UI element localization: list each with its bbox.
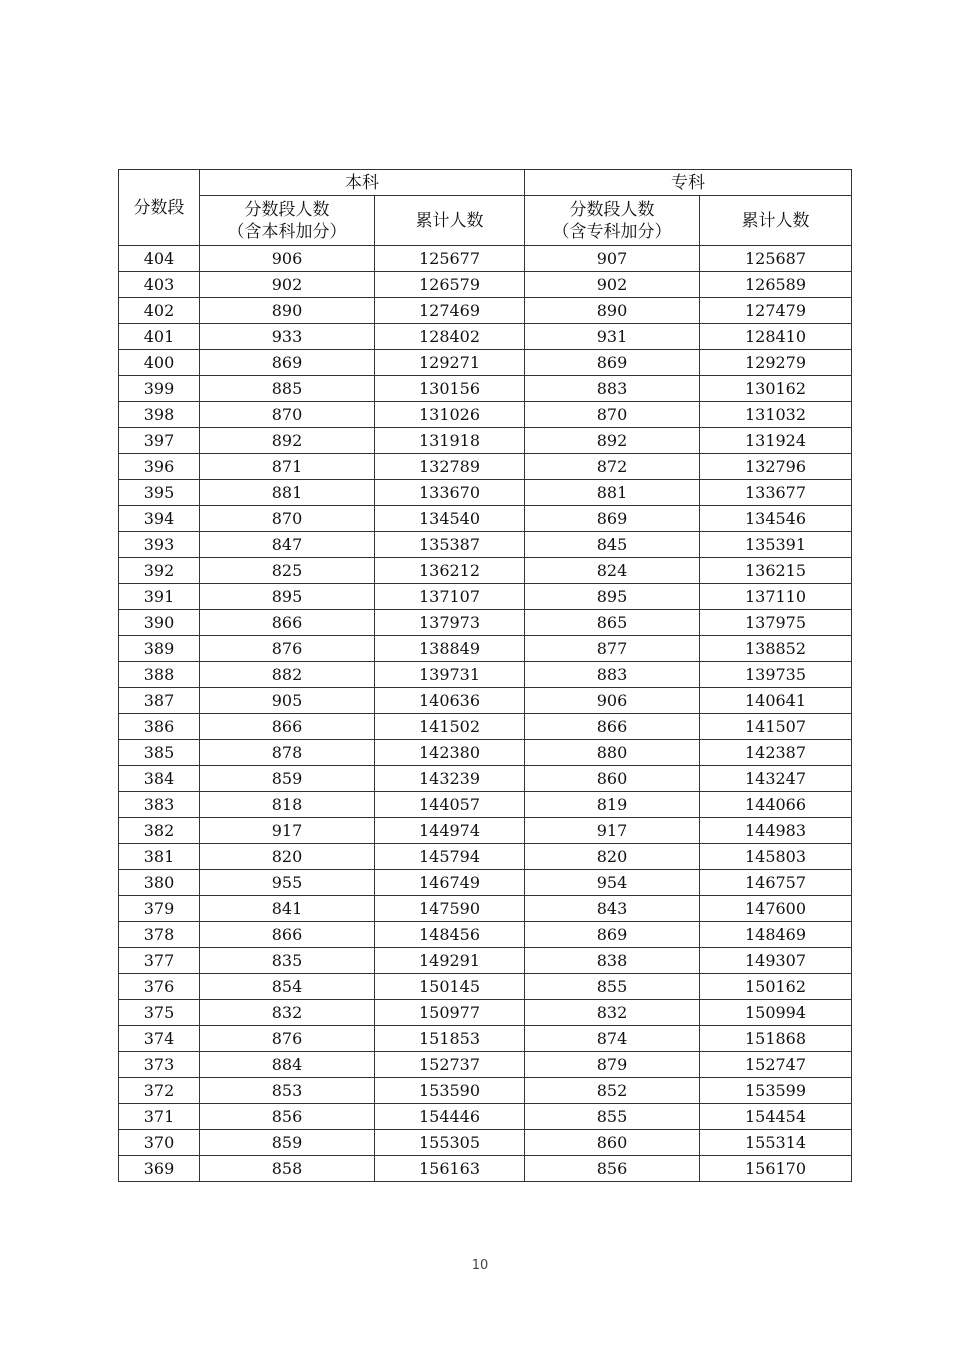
cell-junior-count: 838	[525, 948, 700, 974]
cell-undergrad-cumulative: 127469	[375, 298, 525, 324]
cell-junior-cumulative: 131032	[700, 402, 852, 428]
cell-score: 395	[119, 480, 200, 506]
cell-junior-cumulative: 148469	[700, 922, 852, 948]
cell-junior-count: 883	[525, 662, 700, 688]
cell-undergrad-cumulative: 125677	[375, 246, 525, 272]
cell-score: 401	[119, 324, 200, 350]
cell-junior-cumulative: 138852	[700, 636, 852, 662]
header-undergrad-band-count	[200, 196, 375, 246]
header-junior-band-count	[525, 196, 700, 246]
cell-score: 371	[119, 1104, 200, 1130]
cell-undergrad-cumulative: 136212	[375, 558, 525, 584]
table-row	[119, 1130, 852, 1156]
cell-score: 403	[119, 272, 200, 298]
cell-undergrad-count: 895	[200, 584, 375, 610]
cell-score: 374	[119, 1026, 200, 1052]
table-row	[119, 1078, 852, 1104]
cell-junior-cumulative: 153599	[700, 1078, 852, 1104]
cell-undergrad-count: 832	[200, 1000, 375, 1026]
table-row	[119, 766, 852, 792]
cell-junior-cumulative: 144983	[700, 818, 852, 844]
cell-junior-count: 954	[525, 870, 700, 896]
cell-score: 384	[119, 766, 200, 792]
table-row	[119, 662, 852, 688]
cell-score: 375	[119, 1000, 200, 1026]
cell-score: 383	[119, 792, 200, 818]
cell-junior-count: 872	[525, 454, 700, 480]
cell-junior-cumulative: 128410	[700, 324, 852, 350]
table-row	[119, 1156, 852, 1182]
cell-undergrad-count: 876	[200, 1026, 375, 1052]
table-row	[119, 610, 852, 636]
table-row	[119, 272, 852, 298]
cell-undergrad-cumulative: 130156	[375, 376, 525, 402]
cell-undergrad-count: 854	[200, 974, 375, 1000]
cell-score: 389	[119, 636, 200, 662]
cell-junior-count: 855	[525, 974, 700, 1000]
cell-junior-cumulative: 143247	[700, 766, 852, 792]
cell-undergrad-count: 871	[200, 454, 375, 480]
cell-junior-cumulative: 150994	[700, 1000, 852, 1026]
header-undergrad-cumulative: 累计人数	[375, 196, 525, 246]
cell-junior-count: 852	[525, 1078, 700, 1104]
cell-undergrad-count: 866	[200, 922, 375, 948]
table-row	[119, 974, 852, 1000]
cell-junior-cumulative: 129279	[700, 350, 852, 376]
cell-score: 387	[119, 688, 200, 714]
cell-undergrad-count: 858	[200, 1156, 375, 1182]
table-row	[119, 636, 852, 662]
table-row	[119, 402, 852, 428]
cell-undergrad-count: 885	[200, 376, 375, 402]
cell-junior-cumulative: 141507	[700, 714, 852, 740]
cell-undergrad-count: 866	[200, 714, 375, 740]
cell-junior-count: 870	[525, 402, 700, 428]
cell-undergrad-cumulative: 149291	[375, 948, 525, 974]
table-row	[119, 740, 852, 766]
cell-score: 404	[119, 246, 200, 272]
cell-undergrad-count: 876	[200, 636, 375, 662]
cell-undergrad-cumulative: 129271	[375, 350, 525, 376]
cell-junior-count: 917	[525, 818, 700, 844]
cell-score: 373	[119, 1052, 200, 1078]
table-row	[119, 324, 852, 350]
table-row	[119, 1026, 852, 1052]
cell-junior-count: 895	[525, 584, 700, 610]
cell-undergrad-count: 882	[200, 662, 375, 688]
cell-junior-cumulative: 149307	[700, 948, 852, 974]
cell-undergrad-cumulative: 144974	[375, 818, 525, 844]
cell-junior-count: 890	[525, 298, 700, 324]
table-row	[119, 480, 852, 506]
cell-score: 390	[119, 610, 200, 636]
table-row	[119, 428, 852, 454]
cell-undergrad-count: 866	[200, 610, 375, 636]
table-row	[119, 792, 852, 818]
cell-score: 391	[119, 584, 200, 610]
cell-undergrad-cumulative: 138849	[375, 636, 525, 662]
cell-junior-count: 874	[525, 1026, 700, 1052]
cell-score: 376	[119, 974, 200, 1000]
cell-undergrad-cumulative: 139731	[375, 662, 525, 688]
cell-undergrad-count: 878	[200, 740, 375, 766]
cell-junior-count: 869	[525, 922, 700, 948]
cell-undergrad-count: 906	[200, 246, 375, 272]
cell-undergrad-count: 902	[200, 272, 375, 298]
cell-junior-cumulative: 147600	[700, 896, 852, 922]
page-number: 10	[471, 1258, 489, 1273]
cell-score: 400	[119, 350, 200, 376]
cell-score: 379	[119, 896, 200, 922]
cell-undergrad-cumulative: 128402	[375, 324, 525, 350]
cell-junior-count: 877	[525, 636, 700, 662]
header-junior: 专科	[525, 170, 852, 196]
cell-junior-cumulative: 150162	[700, 974, 852, 1000]
cell-junior-count: 820	[525, 844, 700, 870]
table-row	[119, 1000, 852, 1026]
cell-undergrad-cumulative: 137107	[375, 584, 525, 610]
cell-junior-count: 845	[525, 532, 700, 558]
cell-score: 402	[119, 298, 200, 324]
cell-score: 396	[119, 454, 200, 480]
cell-score: 392	[119, 558, 200, 584]
cell-junior-cumulative: 126589	[700, 272, 852, 298]
table-row	[119, 298, 852, 324]
cell-junior-count: 880	[525, 740, 700, 766]
cell-junior-cumulative: 135391	[700, 532, 852, 558]
table-row	[119, 922, 852, 948]
cell-undergrad-cumulative: 142380	[375, 740, 525, 766]
cell-junior-count: 855	[525, 1104, 700, 1130]
cell-junior-count: 860	[525, 1130, 700, 1156]
cell-undergrad-count: 890	[200, 298, 375, 324]
header-junior-cumulative: 累计人数	[700, 196, 852, 246]
cell-undergrad-cumulative: 151853	[375, 1026, 525, 1052]
cell-undergrad-count: 859	[200, 766, 375, 792]
cell-undergrad-count: 892	[200, 428, 375, 454]
cell-junior-cumulative: 146757	[700, 870, 852, 896]
cell-junior-cumulative: 137975	[700, 610, 852, 636]
table-row	[119, 584, 852, 610]
cell-score: 394	[119, 506, 200, 532]
cell-junior-cumulative: 132796	[700, 454, 852, 480]
cell-undergrad-cumulative: 146749	[375, 870, 525, 896]
cell-undergrad-cumulative: 132789	[375, 454, 525, 480]
cell-undergrad-cumulative: 156163	[375, 1156, 525, 1182]
table-row	[119, 948, 852, 974]
cell-undergrad-count: 955	[200, 870, 375, 896]
table-row	[119, 506, 852, 532]
cell-score: 369	[119, 1156, 200, 1182]
table-row	[119, 532, 852, 558]
cell-score: 378	[119, 922, 200, 948]
cell-junior-count: 819	[525, 792, 700, 818]
cell-junior-cumulative: 133677	[700, 480, 852, 506]
header-band-count-label: 分数段人数	[569, 199, 655, 220]
cell-junior-count: 907	[525, 246, 700, 272]
cell-junior-count: 879	[525, 1052, 700, 1078]
cell-undergrad-cumulative: 147590	[375, 896, 525, 922]
cell-score: 372	[119, 1078, 200, 1104]
cell-score: 386	[119, 714, 200, 740]
table-row	[119, 714, 852, 740]
header-junior-bonus-note: （含专科加分）	[552, 221, 672, 242]
cell-undergrad-cumulative: 144057	[375, 792, 525, 818]
cell-junior-count: 860	[525, 766, 700, 792]
cell-undergrad-count: 917	[200, 818, 375, 844]
cell-undergrad-count: 884	[200, 1052, 375, 1078]
table-row	[119, 246, 852, 272]
table-row	[119, 1104, 852, 1130]
cell-junior-cumulative: 144066	[700, 792, 852, 818]
cell-junior-cumulative: 155314	[700, 1130, 852, 1156]
table-header	[119, 170, 852, 246]
table-row	[119, 454, 852, 480]
cell-score: 377	[119, 948, 200, 974]
cell-junior-cumulative: 136215	[700, 558, 852, 584]
cell-undergrad-count: 859	[200, 1130, 375, 1156]
cell-undergrad-cumulative: 152737	[375, 1052, 525, 1078]
cell-undergrad-cumulative: 153590	[375, 1078, 525, 1104]
cell-junior-cumulative: 127479	[700, 298, 852, 324]
cell-undergrad-count: 870	[200, 506, 375, 532]
cell-score: 393	[119, 532, 200, 558]
cell-junior-count: 843	[525, 896, 700, 922]
cell-undergrad-cumulative: 143239	[375, 766, 525, 792]
cell-junior-cumulative: 130162	[700, 376, 852, 402]
cell-undergrad-cumulative: 135387	[375, 532, 525, 558]
cell-junior-count: 869	[525, 350, 700, 376]
cell-undergrad-count: 856	[200, 1104, 375, 1130]
cell-junior-count: 824	[525, 558, 700, 584]
table-row	[119, 376, 852, 402]
table-row	[119, 870, 852, 896]
cell-junior-count: 881	[525, 480, 700, 506]
cell-score: 382	[119, 818, 200, 844]
cell-junior-cumulative: 151868	[700, 1026, 852, 1052]
cell-junior-cumulative: 145803	[700, 844, 852, 870]
cell-undergrad-count: 881	[200, 480, 375, 506]
cell-undergrad-count: 905	[200, 688, 375, 714]
cell-junior-count: 931	[525, 324, 700, 350]
table-row	[119, 1052, 852, 1078]
cell-score: 397	[119, 428, 200, 454]
cell-undergrad-cumulative: 154446	[375, 1104, 525, 1130]
table-row	[119, 350, 852, 376]
cell-undergrad-cumulative: 131026	[375, 402, 525, 428]
table-body	[119, 246, 852, 1182]
cell-undergrad-cumulative: 141502	[375, 714, 525, 740]
table-row	[119, 818, 852, 844]
cell-junior-cumulative: 134546	[700, 506, 852, 532]
cell-junior-count: 902	[525, 272, 700, 298]
cell-junior-count: 892	[525, 428, 700, 454]
table-row	[119, 896, 852, 922]
cell-junior-cumulative: 142387	[700, 740, 852, 766]
cell-score: 370	[119, 1130, 200, 1156]
cell-undergrad-cumulative: 131918	[375, 428, 525, 454]
cell-score: 385	[119, 740, 200, 766]
cell-junior-count: 869	[525, 506, 700, 532]
cell-junior-cumulative: 137110	[700, 584, 852, 610]
cell-junior-cumulative: 125687	[700, 246, 852, 272]
cell-junior-count: 856	[525, 1156, 700, 1182]
cell-undergrad-count: 933	[200, 324, 375, 350]
cell-undergrad-cumulative: 140636	[375, 688, 525, 714]
cell-undergrad-cumulative: 126579	[375, 272, 525, 298]
cell-junior-cumulative: 131924	[700, 428, 852, 454]
cell-undergrad-cumulative: 134540	[375, 506, 525, 532]
cell-undergrad-count: 870	[200, 402, 375, 428]
table-row	[119, 558, 852, 584]
header-score-band: 分数段	[119, 170, 200, 246]
cell-junior-count: 883	[525, 376, 700, 402]
cell-undergrad-cumulative: 150145	[375, 974, 525, 1000]
cell-undergrad-cumulative: 155305	[375, 1130, 525, 1156]
cell-score: 380	[119, 870, 200, 896]
cell-undergrad-count: 825	[200, 558, 375, 584]
cell-undergrad-count: 869	[200, 350, 375, 376]
cell-undergrad-cumulative: 145794	[375, 844, 525, 870]
cell-junior-cumulative: 154454	[700, 1104, 852, 1130]
cell-score: 399	[119, 376, 200, 402]
table-row	[119, 688, 852, 714]
header-band-count-label: 分数段人数	[244, 199, 330, 220]
cell-undergrad-cumulative: 137973	[375, 610, 525, 636]
cell-junior-cumulative: 140641	[700, 688, 852, 714]
cell-junior-count: 865	[525, 610, 700, 636]
cell-undergrad-cumulative: 148456	[375, 922, 525, 948]
cell-score: 388	[119, 662, 200, 688]
cell-score: 381	[119, 844, 200, 870]
header-undergrad-bonus-note: （含本科加分）	[227, 221, 347, 242]
cell-undergrad-count: 841	[200, 896, 375, 922]
cell-undergrad-count: 847	[200, 532, 375, 558]
cell-junior-count: 906	[525, 688, 700, 714]
cell-junior-cumulative: 156170	[700, 1156, 852, 1182]
cell-undergrad-count: 818	[200, 792, 375, 818]
cell-junior-cumulative: 139735	[700, 662, 852, 688]
cell-junior-count: 832	[525, 1000, 700, 1026]
score-distribution-table	[118, 169, 852, 1182]
cell-undergrad-cumulative: 150977	[375, 1000, 525, 1026]
cell-undergrad-count: 835	[200, 948, 375, 974]
cell-junior-count: 866	[525, 714, 700, 740]
table-row	[119, 844, 852, 870]
cell-score: 398	[119, 402, 200, 428]
cell-junior-cumulative: 152747	[700, 1052, 852, 1078]
cell-undergrad-cumulative: 133670	[375, 480, 525, 506]
header-undergrad: 本科	[200, 170, 525, 196]
cell-undergrad-count: 820	[200, 844, 375, 870]
cell-undergrad-count: 853	[200, 1078, 375, 1104]
